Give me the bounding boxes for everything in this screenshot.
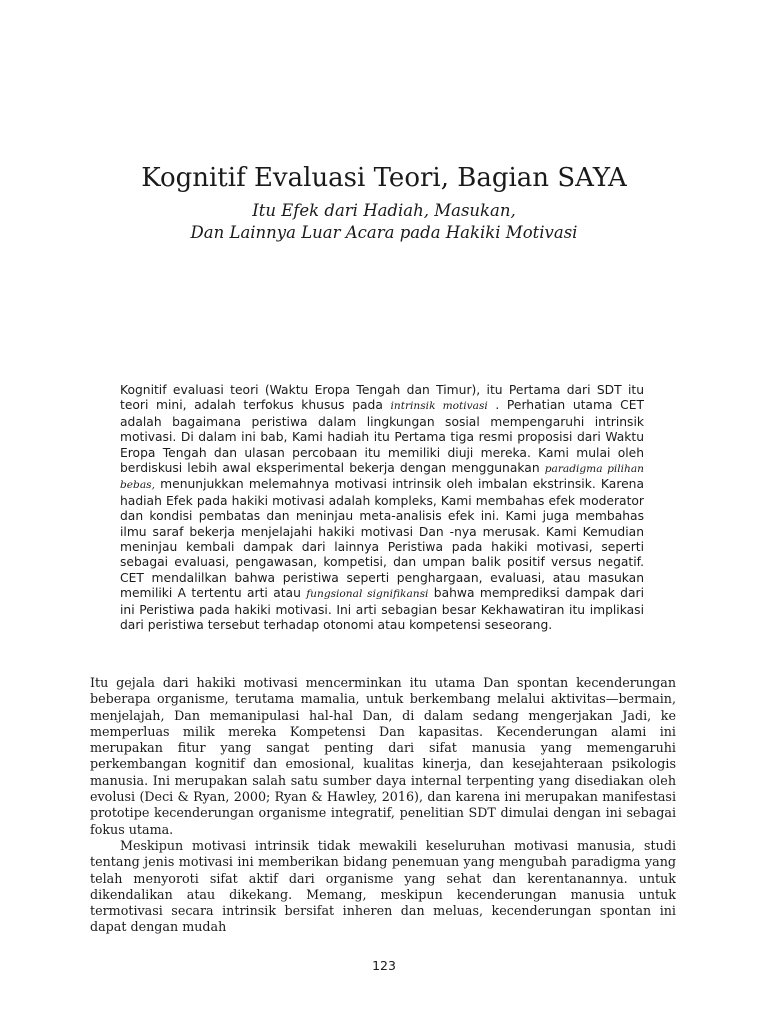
abstract-text-2: . Perhatian utama CET adalah bagaimana peristiwa dalam lingkungan sosial mempengaruhi intrinsik motivasi. Di dalam ini bab, Kami hadiah itu Pertama tiga resmi proposisi dari Waktu Eropa Tengah dan ulasan percobaan itu memiliki diuji mereka. Kami mulai oleh berdiskusi lebih awal eksperimental bekerja dengan menggunakan [120, 398, 644, 476]
chapter-title: Kognitif Evaluasi Teori, Bagian SAYA [141, 163, 627, 193]
body-paragraph-1: Itu gejala dari hakiki motivasi mencerminkan itu utama Dan spontan kecenderungan beberapa organisme, terutama mamalia, untuk berkembang melalui aktivitas—bermain, menjelajah, Dan memanipulasi hal-hal Dan, di dalam sedang mengerjakan Jadi, ke memperluas milik mereka Kompetensi Dan kapasitas. Kecenderungan alami ini merupakan fitur yang sangat penting dari sifat manusia yang memengaruhi perkembangan kognitif dan emosional, kualitas kinerja, dan kesejahteraan psikologis manusia. Ini merupakan salah satu sumber daya internal terpenting yang disediakan oleh evolusi (Deci & Ryan, 2000; Ryan & Hawley, 2016), dan karena ini merupakan manifestasi prototipe kecenderungan organisme integratif, penelitian SDT dimulai dengan ini sebagai fokus utama. [90, 675, 676, 837]
chapter-subtitle [0, 200, 768, 244]
subtitle-line-1: Itu Efek dari Hadiah, Masukan, [252, 201, 516, 220]
abstract-emphasis-2: paradigma pilihan bebas, [120, 463, 644, 492]
body-text [90, 675, 676, 936]
abstract-emphasis-1: intrinsik motivasi [390, 400, 488, 413]
body-paragraph-2: Meskipun motivasi intrinsik tidak mewakili keseluruhan motivasi manusia, studi tentang jenis motivasi ini memberikan bidang penemuan yang mengubah paradigma yang telah menyoroti sifat aktif dari organisme yang sehat dan kerentanannya. untuk dikendalikan atau dikekang. Memang, meskipun kecenderungan manusia untuk termotivasi secara intrinsik bersifat inheren dan meluas, kecenderungan spontan ini dapat dengan mudah [90, 837, 676, 935]
abstract-text-1: Kognitif evaluasi teori (Waktu Eropa Tengah dan Timur), itu Pertama dari SDT itu teori mini, adalah terfokus khusus pada [120, 383, 644, 413]
page-number: 123 [372, 958, 396, 973]
subtitle-line-2: Dan Lainnya Luar Acara pada Hakiki Motivasi [190, 223, 578, 242]
abstract-text-3: menunjukkan melemahnya motivasi intrinsik oleh imbalan ekstrinsik. Karena hadiah Efek pada hakiki motivasi adalah kompleks, Kami membahas efek moderator dan kondisi pembatas dan meninjau meta-analisis efek ini. Kami juga membahas ilmu saraf bekerja menjelajahi hakiki motivasi Dan -nya merusak. Kami Kemudian meninjau kembali dampak dari lainnya Peristiwa pada hakiki motivasi, seperti sebagai evaluasi, pengawasan, kompetisi, dan umpan balik positif versus negatif. CET mendalilkan bahwa peristiwa seperti penghargaan, evaluasi, atau masukan memiliki A tertentu arti atau [120, 477, 644, 601]
chapter-abstract [120, 383, 644, 634]
abstract-paragraph [120, 383, 644, 634]
abstract-text-4: bahwa memprediksi dampak dari ini Peristiwa pada hakiki motivasi. Ini arti sebagian besar Kekhawatiran itu implikasi dari peristiwa tersebut terhadap otonomi atau kompetensi seseorang. [120, 586, 644, 633]
abstract-emphasis-3: fungsional signifikansi [306, 588, 429, 601]
